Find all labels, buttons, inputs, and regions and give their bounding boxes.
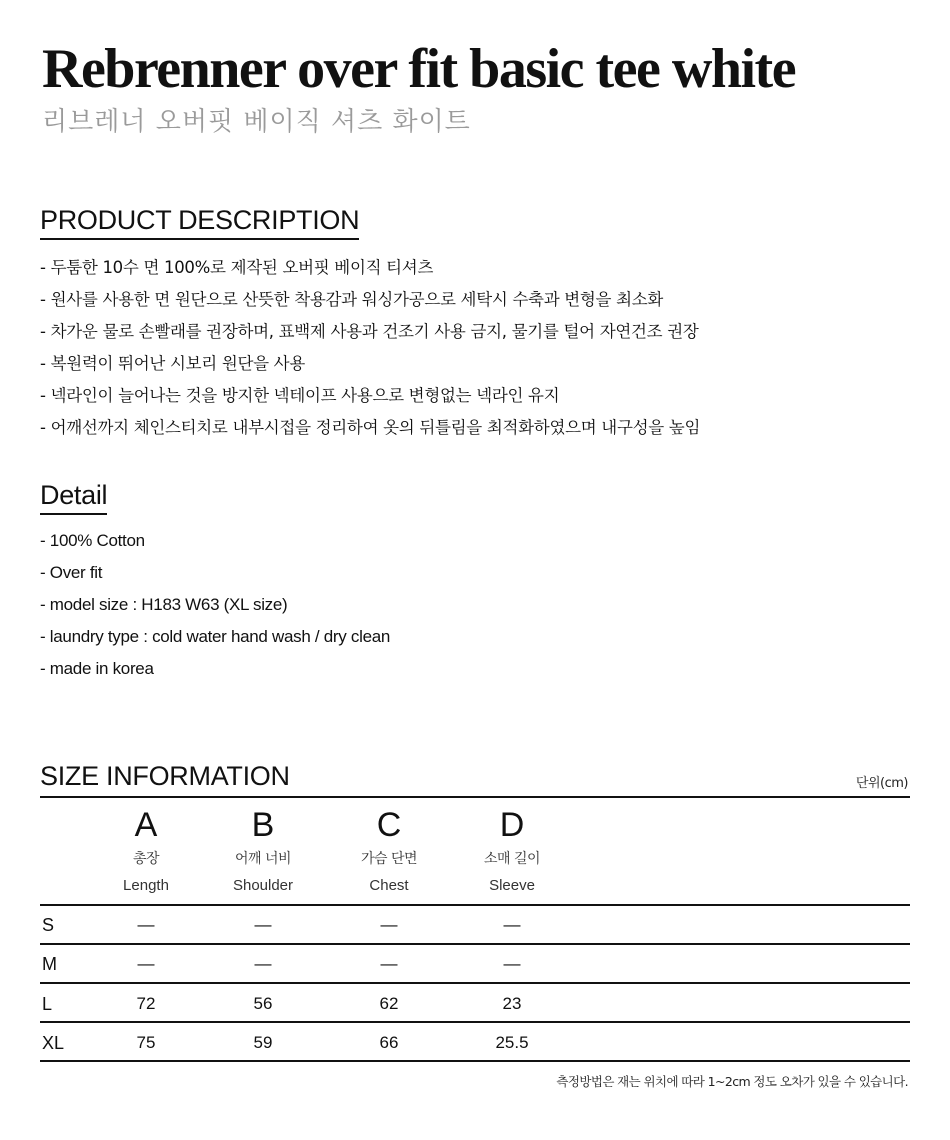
- product-description-heading: PRODUCT DESCRIPTION: [40, 204, 359, 240]
- table-row: [40, 1024, 910, 1062]
- column-header-a: [81, 806, 211, 900]
- table-cell: —: [503, 915, 521, 934]
- size-label: L: [42, 994, 53, 1014]
- size-information-heading: SIZE INFORMATION: [40, 761, 290, 791]
- list-item: - model size : H183 W63 (XL size): [40, 595, 288, 614]
- size-label: XL: [42, 1033, 65, 1053]
- table-cell: 59: [253, 1033, 273, 1052]
- column-letter: C: [376, 806, 402, 844]
- column-letter: A: [134, 806, 158, 844]
- table-cell: —: [254, 954, 272, 973]
- table-cell: 75: [136, 1033, 156, 1052]
- column-label-english: Length: [123, 877, 169, 894]
- product-description-list: [40, 252, 700, 444]
- column-label-korean: 소매 길이: [483, 851, 541, 867]
- list-item: - 넥라인이 늘어나는 것을 방지한 넥테이프 사용으로 변형없는 넥라인 유지: [40, 386, 560, 405]
- column-label-english: Shoulder: [232, 877, 294, 894]
- size-label: M: [42, 954, 57, 974]
- table-row: [40, 945, 910, 983]
- table-cell: 62: [379, 994, 399, 1013]
- list-item: - Over fit: [40, 563, 103, 582]
- table-cell: —: [380, 954, 398, 973]
- table-cell: —: [254, 915, 272, 934]
- column-label-korean: 총장: [132, 851, 160, 867]
- measurement-footnote: 측정방법은 재는 위치에 따라 1~2cm 정도 오차가 있을 수 있습니다.: [556, 1074, 908, 1089]
- detail-heading: Detail: [40, 479, 107, 515]
- table-row: [40, 906, 910, 944]
- table-row: [40, 985, 910, 1023]
- table-cell: —: [503, 954, 521, 973]
- table-cell: 56: [253, 994, 273, 1013]
- column-letter: B: [251, 806, 275, 844]
- column-label-english: Sleeve: [489, 877, 535, 894]
- column-header-b: [198, 806, 328, 900]
- table-row-rule: [40, 982, 910, 984]
- table-cell: —: [380, 915, 398, 934]
- table-row-rule: [40, 1021, 910, 1023]
- column-letter: D: [499, 806, 525, 844]
- list-item: - 100% Cotton: [40, 531, 145, 550]
- column-label-korean: 가슴 단면: [360, 851, 418, 867]
- product-subtitle-korean: 리브레너 오버핏 베이직 셔츠 화이트: [42, 107, 471, 137]
- table-cell: 66: [379, 1033, 399, 1052]
- size-label: S: [42, 915, 55, 935]
- table-cell: —: [137, 915, 155, 934]
- list-item: - 복원력이 뛰어난 시보리 원단을 사용: [40, 354, 305, 373]
- table-cell: —: [137, 954, 155, 973]
- table-bottom-rule: [40, 1060, 910, 1062]
- column-label-korean: 어깨 너비: [234, 851, 292, 867]
- list-item: - 두툼한 10수 면 100%로 제작된 오버핏 베이직 티셔츠: [40, 258, 434, 277]
- column-header-c: [324, 806, 454, 900]
- column-header-d: [447, 806, 577, 900]
- unit-label: 단위(cm): [855, 776, 908, 791]
- table-top-rule: [40, 796, 910, 798]
- table-cell: 25.5: [495, 1033, 529, 1052]
- table-cell: 23: [502, 994, 522, 1013]
- detail-list: [40, 525, 390, 685]
- list-item: - 어깨선까지 체인스티치로 내부시접을 정리하여 옷의 뒤틀림을 최적화하였으며 내구성을 높임: [40, 418, 701, 437]
- list-item: - 차가운 물로 손빨래를 권장하며, 표백제 사용과 건조기 사용 금지, 물기를 털어 자연건조 권장: [40, 322, 699, 341]
- table-cell: 72: [136, 994, 156, 1013]
- column-label-english: Chest: [369, 877, 409, 894]
- list-item: - made in korea: [40, 659, 154, 678]
- list-item: - laundry type : cold water hand wash / dry clean: [40, 627, 391, 646]
- product-title: Rebrenner over fit basic tee white: [42, 38, 796, 100]
- list-item: - 원사를 사용한 면 원단으로 산뜻한 착용감과 워싱가공으로 세탁시 수축과 변형을 최소화: [40, 290, 664, 309]
